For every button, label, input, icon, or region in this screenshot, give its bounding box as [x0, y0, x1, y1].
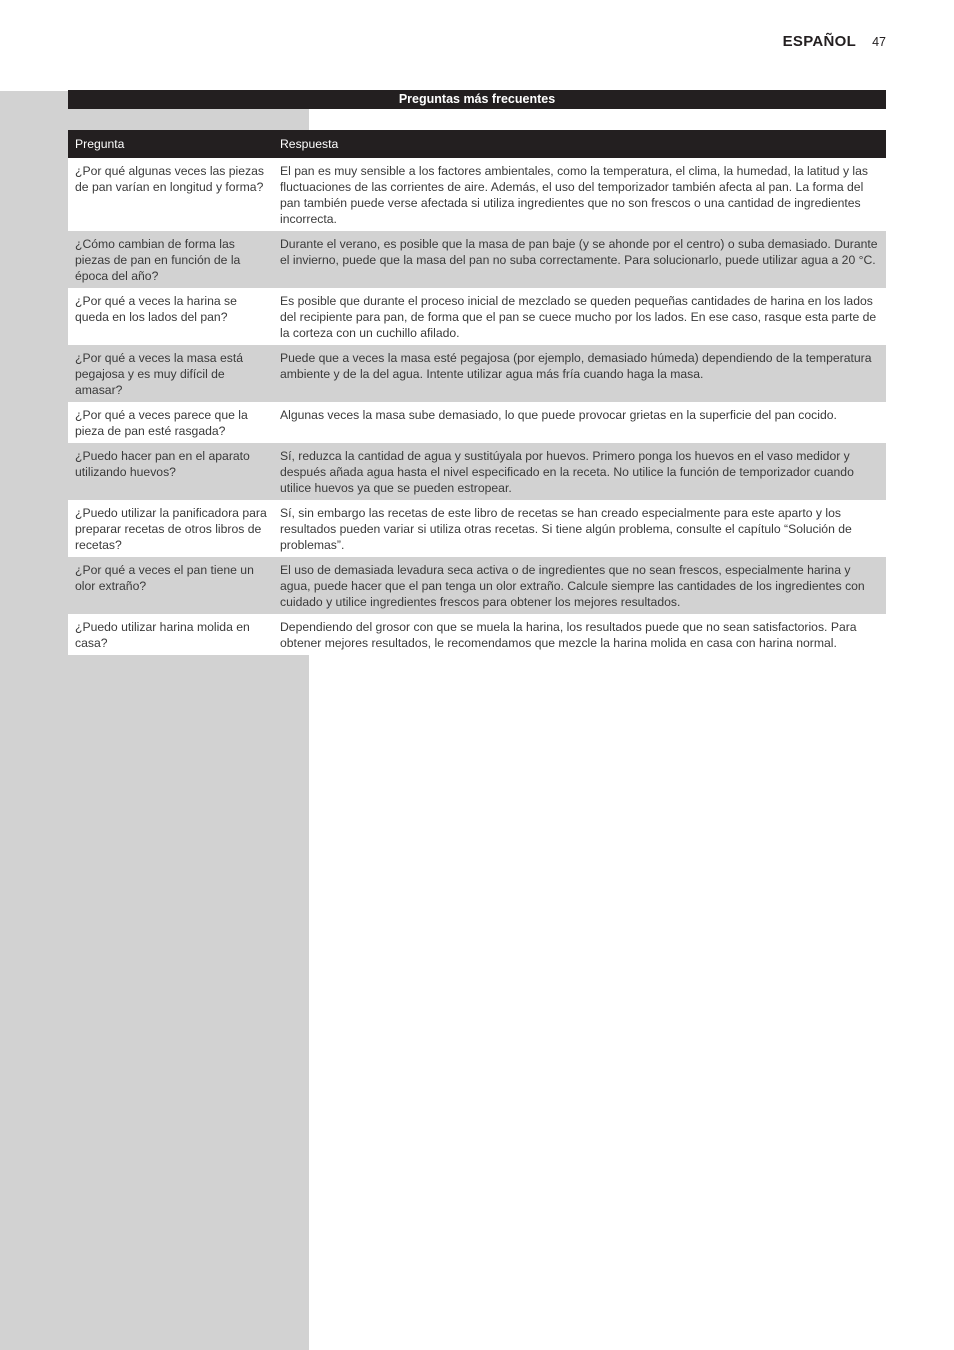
answer-cell: Puede que a veces la masa esté pegajosa (por ejemplo, demasiado húmeda) dependiendo de la temperatura ambiente y de la del agua. Intente utilizar agua más fría cuando haga la masa. — [273, 345, 886, 402]
section-title: Preguntas más frecuentes — [68, 90, 886, 109]
answer-cell: Es posible que durante el proceso inicial de mezclado se queden pequeñas cantidades de harina en los lados del recipiente para pan, de forma que el pan se cuece mucho por los lados. En ese caso, rasque esta parte de la corteza con un cuchillo afilado. — [273, 288, 886, 345]
question-cell: ¿Por qué a veces el pan tiene un olor extraño? — [68, 557, 273, 614]
table-row — [68, 557, 886, 614]
column-header-question: Pregunta — [68, 130, 273, 158]
answer-cell: Algunas veces la masa sube demasiado, lo que puede provocar grietas en la superficie del pan cocido. — [273, 402, 886, 443]
question-cell: ¿Puedo utilizar la panificadora para preparar recetas de otros libros de recetas? — [68, 500, 273, 557]
column-header-answer: Respuesta — [273, 130, 886, 158]
table-row — [68, 231, 886, 288]
table-row — [68, 345, 886, 402]
table-row — [68, 443, 886, 500]
table-row — [68, 288, 886, 345]
table-row — [68, 500, 886, 557]
language-label: ESPAÑOL — [782, 33, 857, 50]
table-row — [68, 158, 886, 231]
faq-table — [68, 130, 886, 655]
question-cell: ¿Puedo utilizar harina molida en casa? — [68, 614, 273, 655]
question-cell: ¿Por qué a veces la masa está pegajosa y es muy difícil de amasar? — [68, 345, 273, 402]
question-cell: ¿Cómo cambian de forma las piezas de pan en función de la época del año? — [68, 231, 273, 288]
question-cell: ¿Por qué algunas veces las piezas de pan varían en longitud y forma? — [68, 158, 273, 231]
table-row — [68, 614, 886, 655]
answer-cell: Sí, reduzca la cantidad de agua y sustitúyala por huevos. Primero ponga los huevos en el vaso medidor y después añada agua hasta el nivel especificado en la receta. No utilice la función de temporizador cuando utilice huevos ya que se pueden estropear. — [273, 443, 886, 500]
page-number: 47 — [872, 35, 886, 49]
answer-cell: El pan es muy sensible a los factores ambientales, como la temperatura, el clima, la humedad, la latitud y las fluctuaciones de las corrientes de aire. Además, el uso del temporizador también afecta al pan. La forma del pan también puede verse afectada si utiliza ingredientes que no son frescos o una cantidad de ingredientes incorrecta. — [273, 158, 886, 231]
question-cell: ¿Por qué a veces la harina se queda en los lados del pan? — [68, 288, 273, 345]
answer-cell: Dependiendo del grosor con que se muela la harina, los resultados puede que no sean satisfactorios. Para obtener mejores resultados, le recomendamos que mezcle la harina molida en casa con harina normal. — [273, 614, 886, 655]
answer-cell: El uso de demasiada levadura seca activa o de ingredientes que no sean frescos, especialmente harina y agua, puede hacer que el pan tenga un olor extraño. Calcule siempre las cantidades de los ingredientes con cuidado y utilice ingredientes frescos para obtener los mejores resultados. — [273, 557, 886, 614]
table-header-row — [68, 130, 886, 158]
page-header — [783, 33, 886, 50]
table-row — [68, 402, 886, 443]
question-cell: ¿Puedo hacer pan en el aparato utilizando huevos? — [68, 443, 273, 500]
answer-cell: Durante el verano, es posible que la masa de pan baje (y se ahonde por el centro) o suba demasiado. Durante el invierno, puede que la masa del pan no suba correctamente. Para solucionarlo, puede utilizar agua a 20 °C. — [273, 231, 886, 288]
question-cell: ¿Por qué a veces parece que la pieza de pan esté rasgada? — [68, 402, 273, 443]
answer-cell: Sí, sin embargo las recetas de este libro de recetas se han creado especialmente para este aparto y los resultados pueden variar si utiliza otras recetas. Si tiene algún problema, consulte el capítulo “Solución de problemas”. — [273, 500, 886, 557]
